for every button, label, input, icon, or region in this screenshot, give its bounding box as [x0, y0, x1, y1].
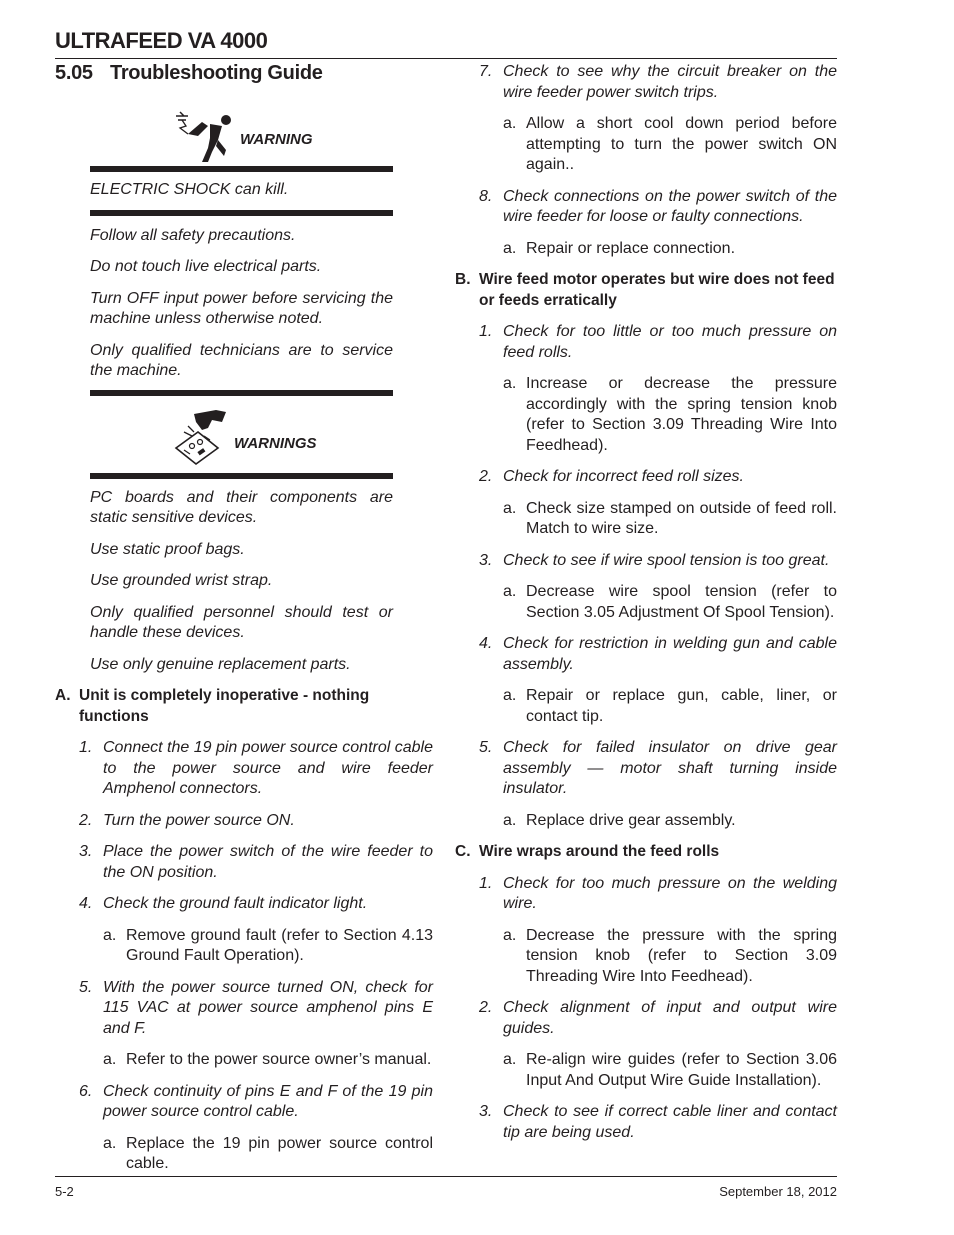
- section-heading-text: Unit is completely inoperative - nothing functions: [79, 687, 370, 725]
- sub-item-letter: a.: [503, 687, 517, 704]
- sub-item: [503, 811, 837, 832]
- item-number: 6.: [79, 1082, 93, 1100]
- section-heading-text: Wire wraps around the feed rolls: [479, 843, 720, 860]
- warnings-label: WARNINGS: [234, 434, 317, 452]
- sub-item: [503, 239, 837, 260]
- list-item: [479, 874, 837, 915]
- section-heading-text: Wire feed motor operates but wire does not feed or feeds erratically: [479, 271, 835, 309]
- sub-item-letter: a.: [103, 1051, 117, 1068]
- sub-item-letter: a.: [503, 811, 517, 829]
- item-text: Check for too much pressure on the welding wire.: [503, 874, 837, 912]
- sub-item-text: Re-align wire guides (refer to Section 3.06 Input And Output Wire Guide Installation).: [526, 1051, 837, 1089]
- list-item: [79, 738, 433, 800]
- sub-item: [103, 1134, 433, 1175]
- item-number: 1.: [479, 323, 493, 340]
- item-number: 2.: [79, 811, 93, 829]
- list-item: [79, 894, 433, 915]
- sub-item: [503, 1050, 837, 1091]
- sub-item: [503, 686, 837, 727]
- warning-boxed-text: ELECTRIC SHOCK can kill.: [90, 181, 289, 198]
- item-number: 3.: [479, 1103, 493, 1120]
- sub-item: [503, 114, 837, 176]
- section-c-heading: [455, 842, 837, 863]
- warning-label: WARNING: [240, 131, 313, 148]
- sub-item: [103, 1050, 433, 1071]
- electric-shock-icon: [174, 110, 240, 171]
- sub-item-text: Replace drive gear assembly.: [526, 811, 736, 829]
- sub-item-letter: a.: [503, 499, 517, 517]
- item-text: Check for incorrect feed roll sizes.: [503, 468, 744, 485]
- list-item: [79, 842, 433, 883]
- warning-line: Do not touch live electrical parts.: [90, 258, 322, 275]
- warning-line: Only qualified technicians are to service the machine.: [90, 341, 393, 379]
- item-text: Check the ground fault indicator light.: [103, 895, 368, 912]
- left-column: [55, 110, 433, 1175]
- section-number: 5.05: [55, 62, 93, 84]
- sub-item-text: Remove ground fault (refer to Section 4.13 Ground Fault Operation).: [126, 926, 433, 964]
- list-item: [79, 811, 433, 832]
- item-text: Check to see why the circuit breaker on the wire feeder power switch trips.: [503, 63, 837, 101]
- warning-line: Use static proof bags.: [90, 540, 245, 558]
- list-item: [479, 738, 837, 800]
- item-number: 4.: [479, 635, 493, 652]
- list-item: [479, 1102, 837, 1143]
- page-number: 5-2: [55, 1184, 74, 1199]
- warning-line: Use only genuine replacement parts.: [90, 655, 351, 673]
- sub-item-text: Decrease wire spool tension (refer to Section 3.05 Adjustment Of Spool Tension).: [526, 583, 837, 621]
- item-number: 4.: [79, 895, 93, 912]
- item-number: 3.: [479, 551, 493, 569]
- section-b-heading: [455, 270, 837, 311]
- item-number: 2.: [479, 999, 493, 1016]
- item-text: Turn the power source ON.: [103, 811, 295, 829]
- warning-line: Follow all safety precautions.: [90, 226, 296, 244]
- sub-item-letter: a.: [503, 239, 517, 257]
- doc-title: ULTRAFEED VA 4000: [55, 28, 268, 53]
- footer-rule: [55, 1176, 837, 1177]
- list-item: [479, 634, 837, 675]
- sub-item-text: Decrease the pressure with the spring tension knob (refer to Section 3.09 Threading Wire Into Feedhead).: [526, 926, 837, 985]
- item-text: Check for failed insulator on drive gear assembly — motor shaft turning inside insulator.: [503, 739, 837, 797]
- list-item: [479, 551, 837, 572]
- item-number: 1.: [79, 739, 93, 756]
- warning-rule: [90, 166, 393, 172]
- section-letter: A.: [55, 687, 71, 704]
- sub-item: [103, 926, 433, 967]
- sub-item-text: Repair or replace connection.: [526, 239, 736, 257]
- item-text: Check connections on the power switch of the wire feeder for loose or faulty connections.: [503, 187, 837, 225]
- section-a-heading: [55, 686, 433, 727]
- sub-item-text: Allow a short cool down period before attempting to turn the power switch ON again..: [526, 115, 837, 173]
- warning-rule: [90, 210, 393, 216]
- header-rule: [55, 58, 837, 59]
- footer-date: September 18, 2012: [719, 1184, 837, 1199]
- sub-item-letter: a.: [503, 375, 517, 392]
- warning-header: [90, 396, 393, 473]
- warning-header: [90, 110, 393, 166]
- section-title-text: Troubleshooting Guide: [110, 62, 323, 84]
- sub-item-text: Check size stamped on outside of feed roll. Match to wire size.: [526, 499, 837, 537]
- item-number: 2.: [479, 468, 493, 485]
- item-number: 7.: [479, 63, 493, 80]
- sub-item-letter: a.: [503, 583, 517, 600]
- static-sensitive-pc-board-icon: [174, 408, 232, 473]
- item-text: Check to see if wire spool tension is too great.: [503, 551, 830, 569]
- item-text: Place the power switch of the wire feeder to the ON position.: [103, 843, 433, 881]
- item-number: 1.: [479, 874, 493, 892]
- sub-item-letter: a.: [503, 1051, 517, 1068]
- sub-item-letter: a.: [103, 1134, 117, 1152]
- warning-line: Only qualified personnel should test or handle these devices.: [90, 603, 393, 641]
- item-text: Check to see if correct cable liner and contact tip are being used.: [503, 1103, 837, 1141]
- sub-item: [503, 926, 837, 988]
- sub-item: [503, 499, 837, 540]
- warning-rule: [90, 473, 393, 479]
- list-item: [79, 1082, 433, 1123]
- item-text: Check for too little or too much pressure on feed rolls.: [503, 323, 837, 361]
- item-text: Check continuity of pins E and F of the 19 pin power source control cable.: [103, 1082, 433, 1120]
- sub-item: [503, 374, 837, 456]
- list-item: [479, 62, 837, 103]
- item-text: Connect the 19 pin power source control cable to the power source and wire feeder Amphenol connectors.: [103, 739, 433, 797]
- sub-item-text: Replace the 19 pin power source control cable.: [126, 1134, 433, 1172]
- item-number: 5.: [479, 739, 493, 756]
- sub-item-text: Increase or decrease the pressure accordingly with the spring tension knob (refer to Section 3.09 Threading Wire Into Feedhead).: [526, 375, 837, 454]
- sub-item-letter: a.: [503, 926, 517, 944]
- sub-item-text: Refer to the power source owner’s manual.: [126, 1051, 432, 1068]
- sub-item-letter: a.: [103, 926, 117, 944]
- section-a: [55, 686, 433, 1175]
- list-item: [79, 978, 433, 1040]
- item-text: Check alignment of input and output wire guides.: [503, 999, 837, 1037]
- item-number: 3.: [79, 843, 93, 860]
- item-number: 5.: [79, 978, 93, 996]
- list-item: [479, 467, 837, 488]
- list-item: [479, 998, 837, 1039]
- warning-line: Use grounded wrist strap.: [90, 572, 273, 589]
- sub-item: [503, 582, 837, 623]
- item-text: Check for restriction in welding gun and cable assembly.: [503, 635, 837, 673]
- electric-shock-warning: [55, 110, 433, 396]
- item-number: 8.: [479, 187, 493, 205]
- section-letter: B.: [455, 271, 471, 288]
- static-sensitive-warning: [55, 396, 433, 676]
- right-column: [455, 62, 837, 1143]
- warning-line: Turn OFF input power before servicing the machine unless otherwise noted.: [90, 289, 393, 327]
- section-letter: C.: [455, 843, 471, 860]
- list-item: [479, 322, 837, 363]
- section-title: [55, 62, 323, 85]
- sub-item-letter: a.: [503, 115, 517, 132]
- sub-item-text: Repair or replace gun, cable, liner, or contact tip.: [526, 687, 837, 725]
- list-item: [479, 187, 837, 228]
- item-text: With the power source turned ON, check for 115 VAC at power source amphenol pins E and F.: [103, 978, 433, 1037]
- warning-line: PC boards and their components are static sensitive devices.: [90, 488, 393, 526]
